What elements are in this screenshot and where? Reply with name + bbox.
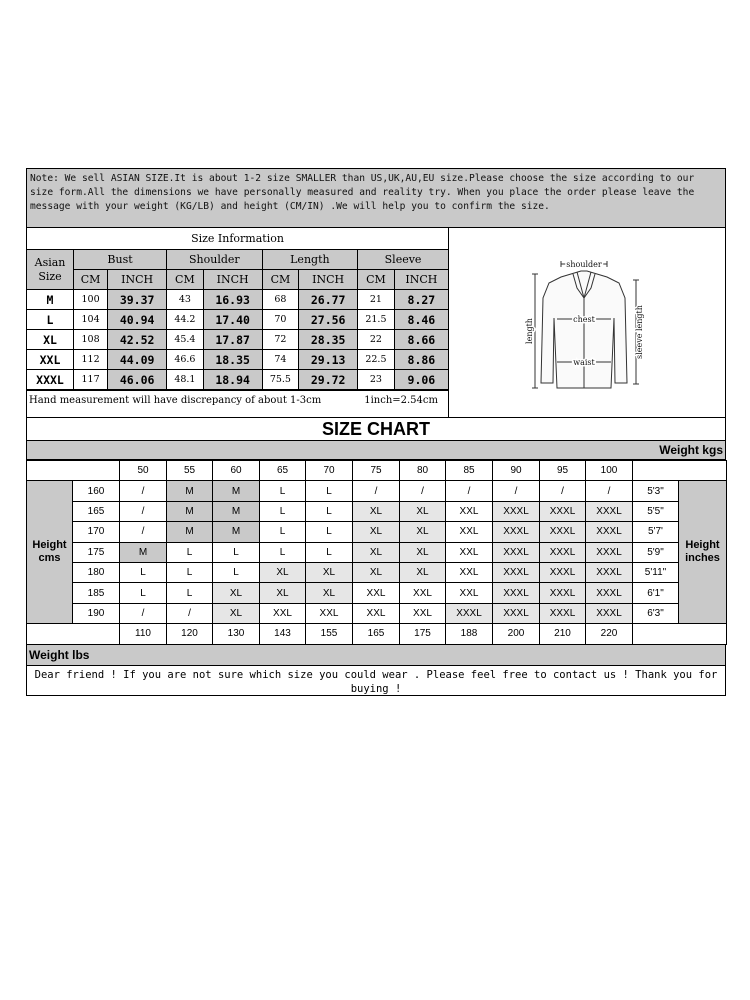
size-cell: XL (353, 562, 400, 582)
size-cell: XXL (353, 583, 400, 603)
size-cell: XL (353, 542, 400, 562)
weight-lb-value: 165 (353, 624, 400, 644)
inch-value: 27.56 (299, 310, 358, 330)
size-cell: L (120, 562, 167, 582)
cm-value: 43 (167, 290, 204, 310)
corner-cell (633, 624, 727, 644)
size-cell: L (306, 542, 353, 562)
unit-row (27, 270, 448, 290)
unit-header: CM (74, 270, 108, 290)
weight-kg-value: 80 (400, 461, 446, 481)
weight-lb-value: 110 (120, 624, 167, 644)
height-cm-value: 175 (73, 542, 120, 562)
size-cell: / (446, 481, 493, 501)
size-cell: XXL (400, 603, 446, 623)
weight-kgs-label: Weight kgs (26, 441, 726, 460)
cm-value: 70 (262, 310, 299, 330)
size-cell: L (260, 481, 306, 501)
inch-value: 8.66 (394, 330, 448, 350)
size-label: L (27, 310, 74, 330)
size-cell: XXXL (493, 501, 540, 521)
size-cell: / (120, 481, 167, 501)
size-chart-row (27, 522, 727, 542)
kgs-row (27, 461, 727, 481)
weight-kg-value: 70 (306, 461, 353, 481)
size-cell: XXXL (586, 501, 633, 521)
weight-lb-value: 200 (493, 624, 540, 644)
size-cell: L (213, 542, 260, 562)
sleeve-length-label: sleeve length (635, 305, 644, 359)
bust-header: Bust (74, 250, 167, 270)
size-cell: XXXL (540, 522, 586, 542)
size-cell: L (260, 501, 306, 521)
size-cell: XXL (400, 583, 446, 603)
size-information-table (27, 228, 448, 390)
lbs-row (27, 624, 727, 644)
corner-cell (633, 461, 727, 481)
height-cm-value: 160 (73, 481, 120, 501)
weight-kg-value: 100 (586, 461, 633, 481)
sleeve-header: Sleeve (358, 250, 448, 270)
size-chart-row (27, 501, 727, 521)
height-inch-value: 5'3" (633, 481, 679, 501)
corner-cell (27, 461, 120, 481)
size-cell: XL (306, 562, 353, 582)
height-cm-value: 185 (73, 583, 120, 603)
size-label: XXL (27, 350, 74, 370)
size-cell: L (260, 542, 306, 562)
unit-header: INCH (299, 270, 358, 290)
size-cell: XXXL (540, 542, 586, 562)
size-cell: / (493, 481, 540, 501)
size-cell: XL (260, 583, 306, 603)
size-cell: XXXL (493, 522, 540, 542)
size-information-panel (27, 228, 449, 417)
size-cell: XL (353, 522, 400, 542)
size-cell: M (213, 522, 260, 542)
size-cell: XL (400, 522, 446, 542)
size-cell: XXL (446, 501, 493, 521)
size-cell: XL (400, 562, 446, 582)
corner-cell (27, 624, 120, 644)
size-cell: XXL (446, 583, 493, 603)
size-cell: XXXL (493, 603, 540, 623)
unit-header: CM (358, 270, 395, 290)
weight-lbs-label: Weight lbs (26, 645, 726, 666)
size-cell: XXL (446, 542, 493, 562)
size-info-row (27, 290, 448, 310)
size-info-row (27, 370, 448, 390)
length-header: Length (262, 250, 358, 270)
weight-lb-value: 175 (400, 624, 446, 644)
hand-measurement-note: Hand measurement will have discrepancy of about 1-3cm (29, 395, 322, 406)
size-cell: XL (400, 542, 446, 562)
cm-value: 75.5 (262, 370, 299, 390)
cm-value: 21 (358, 290, 395, 310)
cm-value: 48.1 (167, 370, 204, 390)
footer-message: Dear friend ! If you are not sure which size you could wear . Please feel free to contact us ! Thank you for buying ! (26, 666, 726, 696)
inch-value: 39.37 (108, 290, 167, 310)
size-cell: L (306, 522, 353, 542)
unit-header: INCH (108, 270, 167, 290)
weight-kg-value: 50 (120, 461, 167, 481)
size-cell: XXXL (586, 603, 633, 623)
size-information-section (26, 228, 726, 418)
size-cell: L (213, 562, 260, 582)
weight-kg-value: 65 (260, 461, 306, 481)
weight-lb-value: 220 (586, 624, 633, 644)
weight-kg-value: 55 (167, 461, 213, 481)
inch-conversion-note: 1inch=2.54cm (364, 395, 438, 406)
cm-value: 44.2 (167, 310, 204, 330)
size-cell: / (120, 522, 167, 542)
size-cell: / (167, 603, 213, 623)
unit-header: INCH (203, 270, 262, 290)
cm-value: 117 (74, 370, 108, 390)
size-chart-row (27, 481, 727, 501)
inch-value: 28.35 (299, 330, 358, 350)
size-cell: XXL (446, 522, 493, 542)
cm-value: 23 (358, 370, 395, 390)
weight-kg-value: 85 (446, 461, 493, 481)
size-cell: M (167, 522, 213, 542)
height-cm-value: 170 (73, 522, 120, 542)
size-cell: XXXL (540, 562, 586, 582)
size-label: XL (27, 330, 74, 350)
size-info-row (27, 310, 448, 330)
size-chart-title: SIZE CHART (26, 418, 726, 441)
size-info-row (27, 330, 448, 350)
size-cell: XXXL (586, 562, 633, 582)
size-cell: L (120, 583, 167, 603)
size-chart-table (26, 460, 727, 645)
size-cell: L (167, 583, 213, 603)
size-note: Note: We sell ASIAN SIZE.It is about 1-2 size SMALLER than US,UK,AU,EU size.Please choose the size according to our size form.All the dimensions we have personally measured and reality try. When you place the order please leave the message with your weight (KG/LB) and height (CM/IN) .We will help you to confirm the size. (26, 168, 726, 228)
size-cell: XXXL (540, 583, 586, 603)
inch-value: 40.94 (108, 310, 167, 330)
size-cell: XXXL (540, 603, 586, 623)
measurement-note (27, 390, 448, 412)
inch-value: 16.93 (203, 290, 262, 310)
weight-kg-value: 75 (353, 461, 400, 481)
weight-lb-value: 188 (446, 624, 493, 644)
size-cell: XL (306, 583, 353, 603)
weight-lb-value: 210 (540, 624, 586, 644)
size-cell: L (306, 481, 353, 501)
size-guide (26, 168, 726, 696)
weight-kg-value: 90 (493, 461, 540, 481)
size-cell: XL (400, 501, 446, 521)
size-cell: XL (353, 501, 400, 521)
height-cm-value: 190 (73, 603, 120, 623)
size-cell: M (213, 481, 260, 501)
inch-value: 8.46 (394, 310, 448, 330)
shoulder-header: Shoulder (167, 250, 263, 270)
size-cell: L (167, 562, 213, 582)
size-cell: XXXL (446, 603, 493, 623)
cm-value: 22.5 (358, 350, 395, 370)
size-chart-row (27, 562, 727, 582)
cm-value: 74 (262, 350, 299, 370)
cm-value: 22 (358, 330, 395, 350)
inch-value: 46.06 (108, 370, 167, 390)
cm-value: 100 (74, 290, 108, 310)
size-cell: L (167, 542, 213, 562)
size-cell: / (120, 501, 167, 521)
cm-value: 46.6 (167, 350, 204, 370)
cm-value: 108 (74, 330, 108, 350)
size-cell: XXL (306, 603, 353, 623)
size-cell: XXXL (586, 522, 633, 542)
size-info-title: Size Information (27, 228, 448, 250)
size-cell: / (353, 481, 400, 501)
size-cell: / (120, 603, 167, 623)
height-cm-value: 165 (73, 501, 120, 521)
size-cell: XL (213, 583, 260, 603)
size-cell: XXXL (493, 583, 540, 603)
size-cell: XXXL (493, 542, 540, 562)
inch-value: 29.72 (299, 370, 358, 390)
size-cell: XXXL (493, 562, 540, 582)
size-cell: M (213, 501, 260, 521)
length-label: length (525, 318, 534, 344)
inch-value: 44.09 (108, 350, 167, 370)
size-cell: L (306, 501, 353, 521)
size-cell: XXL (260, 603, 306, 623)
size-cell: XL (213, 603, 260, 623)
size-cell: XXL (353, 603, 400, 623)
weight-lb-value: 120 (167, 624, 213, 644)
size-cell: XXXL (540, 501, 586, 521)
height-inch-value: 6'1" (633, 583, 679, 603)
height-inch-value: 5'7' (633, 522, 679, 542)
height-inch-value: 5'5" (633, 501, 679, 521)
inch-value: 18.35 (203, 350, 262, 370)
cm-value: 45.4 (167, 330, 204, 350)
inch-value: 17.40 (203, 310, 262, 330)
size-cell: XXXL (586, 583, 633, 603)
inch-value: 42.52 (108, 330, 167, 350)
shoulder-label: shoulder (566, 260, 602, 269)
cm-value: 112 (74, 350, 108, 370)
inch-value: 29.13 (299, 350, 358, 370)
size-info-row (27, 350, 448, 370)
cm-value: 104 (74, 310, 108, 330)
inch-value: 18.94 (203, 370, 262, 390)
size-cell: / (540, 481, 586, 501)
cm-value: 21.5 (358, 310, 395, 330)
weight-lb-value: 130 (213, 624, 260, 644)
unit-header: INCH (394, 270, 448, 290)
shirt-diagram (449, 228, 727, 412)
height-inch-value: 5'11" (633, 562, 679, 582)
shirt-diagram-panel (449, 228, 727, 417)
height-inch-value: 6'3" (633, 603, 679, 623)
waist-label: waist (573, 358, 595, 367)
size-label: XXXL (27, 370, 74, 390)
asian-size-header: Asian Size (27, 250, 74, 290)
height-inches-label: Height inches (679, 481, 727, 624)
size-chart-row (27, 583, 727, 603)
inch-value: 8.27 (394, 290, 448, 310)
inch-value: 9.06 (394, 370, 448, 390)
unit-header: CM (262, 270, 299, 290)
inch-value: 26.77 (299, 290, 358, 310)
height-cm-value: 180 (73, 562, 120, 582)
size-chart-row (27, 603, 727, 623)
size-cell: L (260, 522, 306, 542)
weight-lb-value: 143 (260, 624, 306, 644)
cm-value: 72 (262, 330, 299, 350)
size-cell: / (586, 481, 633, 501)
weight-lb-value: 155 (306, 624, 353, 644)
inch-value: 17.87 (203, 330, 262, 350)
size-cell: XXL (446, 562, 493, 582)
size-cell: XL (260, 562, 306, 582)
chest-label: chest (573, 315, 595, 324)
weight-kg-value: 95 (540, 461, 586, 481)
unit-header: CM (167, 270, 204, 290)
size-cell: XXXL (586, 542, 633, 562)
height-cms-label: Height cms (27, 481, 73, 624)
size-cell: / (400, 481, 446, 501)
size-cell: M (167, 501, 213, 521)
cm-value: 68 (262, 290, 299, 310)
size-cell: M (120, 542, 167, 562)
inch-value: 8.86 (394, 350, 448, 370)
weight-kg-value: 60 (213, 461, 260, 481)
size-chart-row (27, 542, 727, 562)
size-label: M (27, 290, 74, 310)
height-inch-value: 5'9" (633, 542, 679, 562)
size-cell: M (167, 481, 213, 501)
